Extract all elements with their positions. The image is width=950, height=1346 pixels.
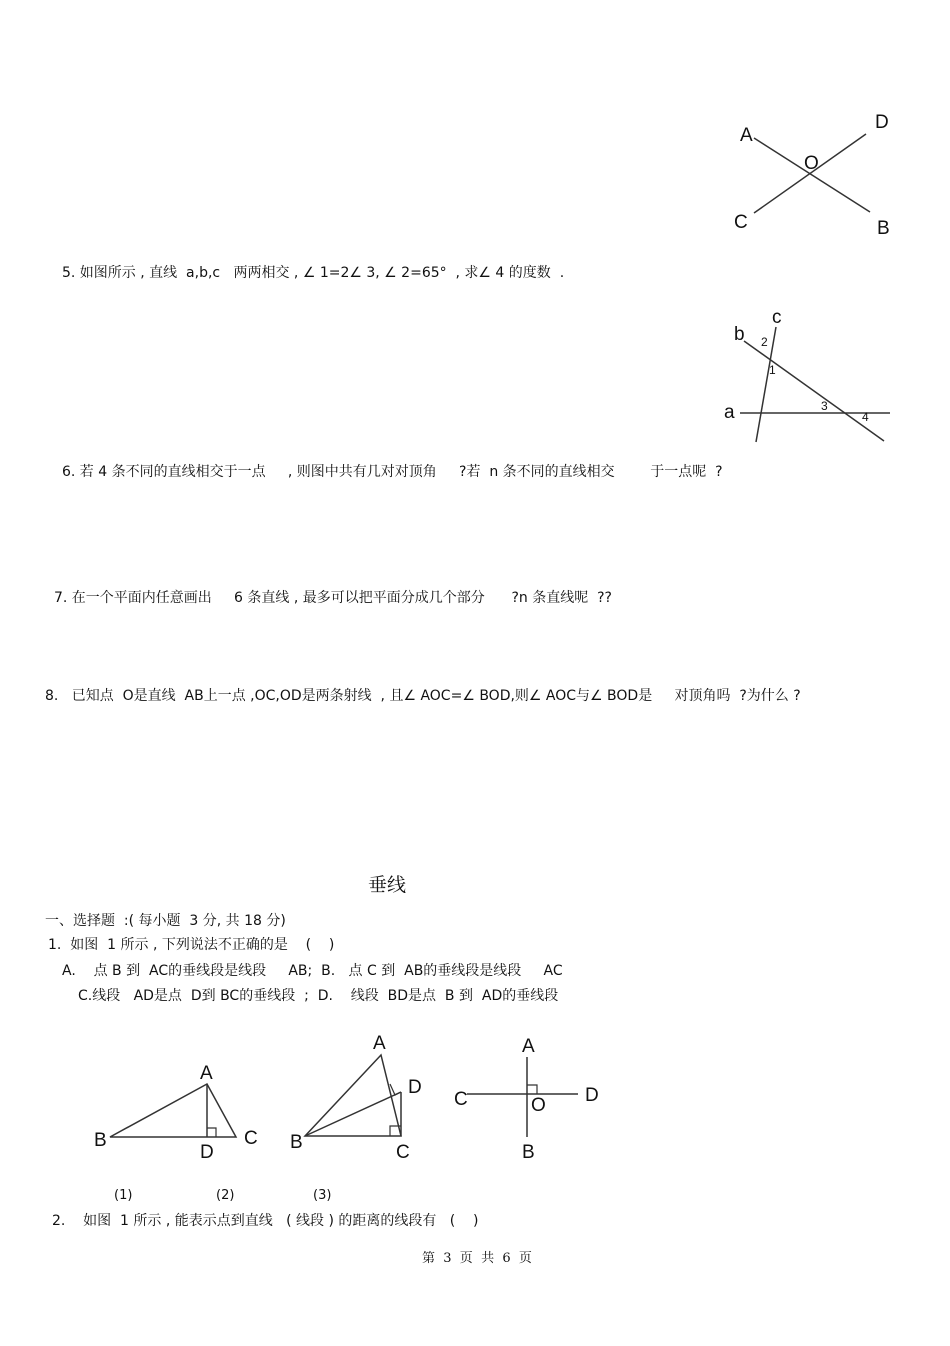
segment-bd bbox=[305, 1092, 401, 1136]
page-footer: 第 3 页 共 6 页 bbox=[422, 1251, 532, 1266]
label-angle-3: 3 bbox=[821, 399, 828, 413]
label-a: A bbox=[740, 125, 753, 146]
label-a: a bbox=[724, 402, 735, 423]
right-angle-mark bbox=[207, 1128, 216, 1137]
section-title: 垂线 bbox=[368, 874, 407, 896]
figure-2-caption: (2) bbox=[216, 1188, 235, 1203]
figure-1-triangle bbox=[90, 1060, 275, 1170]
section-q1-options-cd: C.线段 AD是点 D到 BC的垂线段 ; D. 线段 BD是点 B 到 AD的垂线段 bbox=[78, 988, 559, 1004]
label-a: A bbox=[200, 1063, 213, 1084]
right-angle-mark-d bbox=[390, 1084, 401, 1095]
question-7: 7. 在一个平面内任意画出 6 条直线 , 最多可以把平面分成几个部分 ?n 条直线呢 ?? bbox=[54, 590, 612, 606]
right-angle-mark bbox=[527, 1085, 537, 1094]
label-c: C bbox=[734, 212, 748, 233]
section-q2-stem: 2. 如图 1 所示 , 能表示点到直线 ( 线段 ) 的距离的线段有 ( ) bbox=[52, 1213, 479, 1229]
label-o: O bbox=[531, 1095, 546, 1116]
label-b: B bbox=[522, 1142, 535, 1163]
label-b: B bbox=[877, 218, 890, 239]
section-q1-options-ab: A. 点 B 到 AC的垂线段是线段 AB; B. 点 C 到 AB的垂线段是线段 AC bbox=[62, 963, 563, 979]
label-c: C bbox=[454, 1089, 468, 1110]
label-angle-2: 2 bbox=[761, 335, 768, 349]
label-b: B bbox=[94, 1130, 107, 1151]
question-6: 6. 若 4 条不同的直线相交于一点 , 则图中共有几对对顶角 ?若 n 条不同的直线相交 于一点呢 ? bbox=[62, 464, 723, 480]
figure-3-perpendicular-lines bbox=[450, 1032, 610, 1167]
label-c: c bbox=[772, 307, 782, 328]
section-q1-stem: 1. 如图 1 所示 , 下列说法不正确的是 ( ) bbox=[48, 937, 335, 953]
label-angle-4: 4 bbox=[862, 410, 869, 424]
label-d: D bbox=[585, 1085, 599, 1106]
question-5: 5. 如图所示 , 直线 a,b,c 两两相交 , ∠ 1=2∠ 3, ∠ 2=65° , 求∠ 4 的度数 . bbox=[62, 265, 565, 281]
figure-three-lines-abc bbox=[720, 305, 900, 450]
label-a: A bbox=[522, 1036, 535, 1057]
label-c: C bbox=[396, 1142, 410, 1163]
label-o: O bbox=[804, 153, 819, 174]
figure-3-caption: (3) bbox=[313, 1188, 332, 1203]
figure-2-triangle bbox=[285, 1030, 435, 1165]
triangle-abc bbox=[110, 1084, 236, 1137]
figure-1-caption: (1) bbox=[114, 1188, 133, 1203]
label-angle-1: 1 bbox=[769, 363, 776, 377]
question-8: 8. 已知点 O是直线 AB上一点 ,OC,OD是两条射线 , 且∠ AOC=∠ BOD,则∠ AOC与∠ BOD是 对顶角吗 ?为什么 ? bbox=[45, 688, 801, 704]
label-d: D bbox=[200, 1142, 214, 1163]
section-heading: 一、选择题 :( 每小题 3 分, 共 18 分) bbox=[45, 913, 286, 929]
label-d: D bbox=[875, 112, 889, 133]
label-d: D bbox=[408, 1077, 422, 1098]
label-c: C bbox=[244, 1128, 258, 1149]
figure-intersecting-lines-ab-cd bbox=[720, 108, 900, 238]
label-b: B bbox=[290, 1132, 303, 1153]
label-b: b bbox=[734, 324, 745, 345]
triangle-abc bbox=[305, 1055, 401, 1136]
label-a: A bbox=[373, 1033, 386, 1054]
